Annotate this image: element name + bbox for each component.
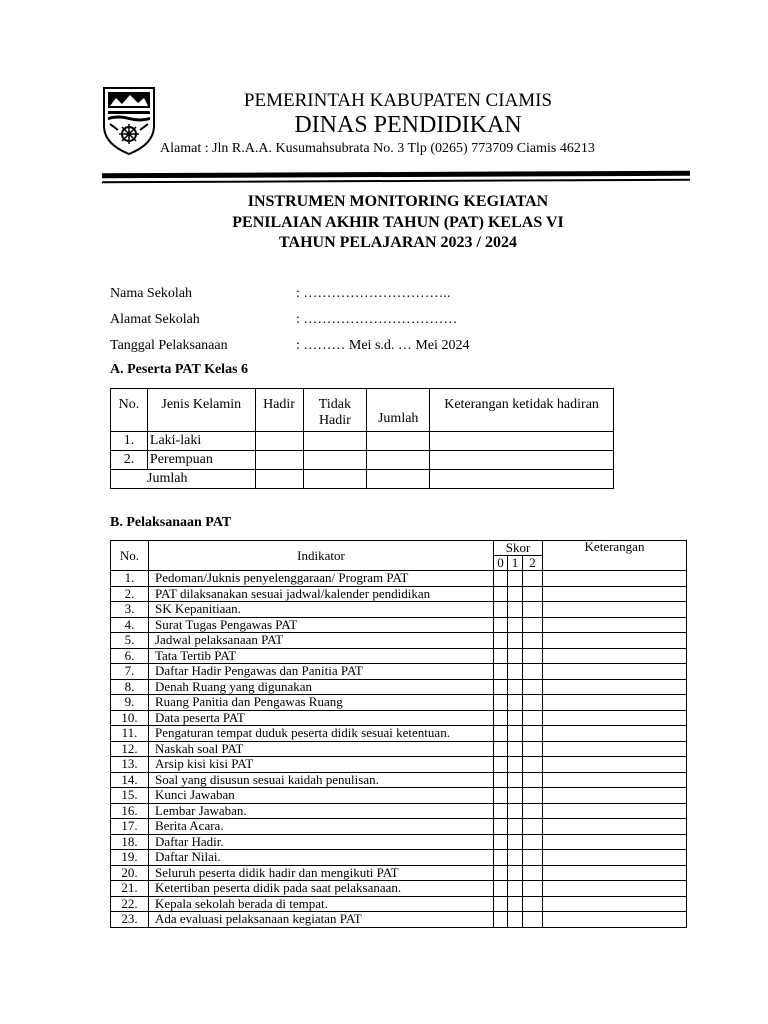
section-b-heading: B. Pelaksanaan PAT [110,515,232,530]
cell-skor-0[interactable] [494,803,508,819]
cell-skor-1[interactable] [508,710,523,726]
table-row [111,726,687,742]
cell-keterangan[interactable] [543,586,687,602]
cell-skor-1[interactable] [508,912,523,928]
cell-indikator: Soal yang disusun sesuai kaidah penulisan. [149,772,494,788]
table-row [111,912,687,928]
cell-tidak-hadir[interactable] [303,470,367,489]
table-row [111,881,687,897]
col-header-skor-1: 1 [508,556,523,571]
cell-skor-0[interactable] [494,726,508,742]
table-row [111,850,687,866]
cell-keterangan[interactable] [543,896,687,912]
cell-keterangan[interactable] [543,912,687,928]
info-value-nama-sekolah: : ………………………….. [296,286,451,301]
cell-no: 15. [111,788,149,804]
cell-skor-2[interactable] [523,788,543,804]
cell-skor-0[interactable] [494,819,508,835]
cell-skor-2[interactable] [523,819,543,835]
cell-indikator: Ada evaluasi pelaksanaan kegiatan PAT [149,912,494,928]
cell-skor-2[interactable] [523,772,543,788]
cell-no: 13. [111,757,149,773]
header-rule-thin [102,179,690,183]
table-row [111,571,687,587]
info-label-tanggal: Tanggal Pelaksanaan [110,338,228,353]
info-label-nama-sekolah: Nama Sekolah [110,286,193,301]
cell-jenis-kelamin: Laki-laki [147,432,255,451]
cell-skor-2[interactable] [523,803,543,819]
table-row [111,803,687,819]
cell-indikator: Pengaturan tempat duduk peserta didik sesuai ketentuan. [149,726,494,742]
cell-skor-0[interactable] [494,865,508,881]
cell-no: 1. [111,432,148,451]
cell-skor-0[interactable] [494,571,508,587]
cell-no: 22. [111,896,149,912]
table-row [111,865,687,881]
kop-address: Alamat : Jln R.A.A. Kusumahsubrata No. 3 Tlp (0265) 773709 Ciamis 46213 [160,141,595,156]
cell-keterangan[interactable] [543,819,687,835]
table-row [111,586,687,602]
cell-no: 8. [111,679,149,695]
table-row [111,664,687,680]
table-peserta [110,388,614,489]
cell-skor-0[interactable] [494,710,508,726]
doc-title-line2: PENILAIAN AKHIR TAHUN (PAT) KELAS VI [232,214,564,231]
table-row [111,834,687,850]
cell-skor-2[interactable] [523,710,543,726]
cell-indikator: Kepala sekolah berada di tempat. [149,896,494,912]
cell-skor-1[interactable] [508,633,523,649]
cell-keterangan[interactable] [543,834,687,850]
cell-skor-2[interactable] [523,896,543,912]
cell-indikator: Daftar Hadir. [149,834,494,850]
table-row [111,695,687,711]
cell-skor-2[interactable] [523,648,543,664]
cell-skor-0[interactable] [494,648,508,664]
info-label-alamat-sekolah: Alamat Sekolah [110,312,200,327]
cell-keterangan[interactable] [430,432,614,451]
table-row [111,648,687,664]
cell-skor-2[interactable] [523,617,543,633]
cell-keterangan[interactable] [543,757,687,773]
col-header-keterangan: Keterangan [543,541,687,571]
col-header-skor: Skor [494,541,543,556]
cell-no: 18. [111,834,149,850]
cell-no: 21. [111,881,149,897]
cell-skor-0[interactable] [494,850,508,866]
cell-skor-2[interactable] [523,881,543,897]
cell-indikator: Surat Tugas Pengawas PAT [149,617,494,633]
col-header-skor-2: 2 [523,556,543,571]
cell-tidak-hadir[interactable] [303,451,367,470]
cell-jumlah[interactable] [367,451,430,470]
cell-skor-0[interactable] [494,586,508,602]
cell-skor-1[interactable] [508,896,523,912]
table-row [111,432,614,451]
cell-skor-0[interactable] [494,757,508,773]
cell-keterangan[interactable] [543,679,687,695]
table-row [111,896,687,912]
cell-no: 20. [111,865,149,881]
cell-indikator: Ketertiban peserta didik pada saat pelaksanaan. [149,881,494,897]
table-row [111,741,687,757]
cell-indikator: Seluruh peserta didik hadir dan mengikuti PAT [149,865,494,881]
cell-indikator: Lembar Jawaban. [149,803,494,819]
cell-keterangan[interactable] [543,850,687,866]
cell-skor-2[interactable] [523,726,543,742]
info-value-tanggal: : ……… Mei s.d. … Mei 2024 [296,338,470,353]
cell-indikator: Jadwal pelaksanaan PAT [149,633,494,649]
cell-skor-2[interactable] [523,757,543,773]
cell-skor-0[interactable] [494,741,508,757]
cell-skor-0[interactable] [494,912,508,928]
table-row [111,757,687,773]
cell-keterangan[interactable] [430,470,614,489]
table-row [111,451,614,470]
table-pelaksanaan [110,540,687,928]
cell-skor-1[interactable] [508,757,523,773]
cell-skor-0[interactable] [494,881,508,897]
cell-skor-1[interactable] [508,788,523,804]
cell-skor-2[interactable] [523,633,543,649]
cell-skor-1[interactable] [508,602,523,618]
cell-jenis-kelamin: Perempuan [147,451,255,470]
cell-no: 19. [111,850,149,866]
cell-skor-1[interactable] [508,803,523,819]
kop-dinas: DINAS PENDIDIKAN [294,112,522,138]
cell-keterangan[interactable] [543,803,687,819]
cell-no: 14. [111,772,149,788]
cell-skor-1[interactable] [508,648,523,664]
cell-hadir[interactable] [255,451,303,470]
cell-indikator: Naskah soal PAT [149,741,494,757]
cell-total-label: Jumlah [111,470,256,489]
cell-no: 5. [111,633,149,649]
cell-indikator: Daftar Nilai. [149,850,494,866]
cell-keterangan[interactable] [543,741,687,757]
cell-skor-2[interactable] [523,695,543,711]
cell-skor-0[interactable] [494,788,508,804]
cell-no: 9. [111,695,149,711]
cell-keterangan[interactable] [543,571,687,587]
cell-indikator: Daftar Hadir Pengawas dan Panitia PAT [149,664,494,680]
table-row [111,633,687,649]
cell-skor-0[interactable] [494,664,508,680]
col-header-indikator: Indikator [149,541,494,571]
cell-jumlah[interactable] [367,470,430,489]
cell-skor-2[interactable] [523,679,543,695]
cell-tidak-hadir[interactable] [303,432,367,451]
cell-keterangan[interactable] [543,772,687,788]
cell-no: 3. [111,602,149,618]
cell-skor-2[interactable] [523,850,543,866]
col-header-no: No. [111,389,148,432]
cell-no: 23. [111,912,149,928]
cell-skor-0[interactable] [494,633,508,649]
cell-indikator: PAT dilaksanakan sesuai jadwal/kalender pendidikan [149,586,494,602]
cell-keterangan[interactable] [543,617,687,633]
cell-skor-2[interactable] [523,912,543,928]
cell-skor-1[interactable] [508,865,523,881]
cell-skor-1[interactable] [508,772,523,788]
cell-skor-2[interactable] [523,834,543,850]
col-header-jumlah: Jumlah [367,389,430,432]
header-rule-thick [102,171,690,179]
table-row [111,617,687,633]
col-header-jenis-kelamin: Jenis Kelamin [147,389,255,432]
cell-skor-1[interactable] [508,881,523,897]
table-row [111,772,687,788]
cell-skor-1[interactable] [508,850,523,866]
cell-skor-0[interactable] [494,772,508,788]
cell-skor-2[interactable] [523,602,543,618]
cell-skor-1[interactable] [508,664,523,680]
cell-skor-1[interactable] [508,617,523,633]
cell-jumlah[interactable] [367,432,430,451]
table-row [111,819,687,835]
table-row [111,602,687,618]
cell-no: 1. [111,571,149,587]
doc-title-line1: INSTRUMEN MONITORING KEGIATAN [247,193,549,210]
cell-no: 11. [111,726,149,742]
cell-skor-0[interactable] [494,695,508,711]
cell-skor-2[interactable] [523,741,543,757]
cell-indikator: SK Kepanitiaan. [149,602,494,618]
cell-no: 6. [111,648,149,664]
cell-skor-0[interactable] [494,602,508,618]
cell-keterangan[interactable] [543,881,687,897]
cell-hadir[interactable] [255,432,303,451]
cell-keterangan[interactable] [543,865,687,881]
cell-no: 16. [111,803,149,819]
cell-skor-2[interactable] [523,586,543,602]
cell-indikator: Denah Ruang yang digunakan [149,679,494,695]
cell-skor-1[interactable] [508,695,523,711]
cell-keterangan[interactable] [543,633,687,649]
cell-keterangan[interactable] [543,602,687,618]
doc-title-line3: TAHUN PELAJARAN 2023 / 2024 [279,234,517,251]
cell-no: 10. [111,710,149,726]
cell-keterangan[interactable] [543,664,687,680]
cell-keterangan[interactable] [543,726,687,742]
cell-indikator: Tata Tertib PAT [149,648,494,664]
cell-skor-0[interactable] [494,617,508,633]
cell-skor-1[interactable] [508,819,523,835]
cell-no: 7. [111,664,149,680]
cell-indikator: Berita Acara. [149,819,494,835]
col-header-tidak-hadir: Tidak Hadir [303,389,367,432]
cell-indikator: Data peserta PAT [149,710,494,726]
table-row [111,788,687,804]
cell-no: 12. [111,741,149,757]
cell-skor-1[interactable] [508,679,523,695]
cell-skor-1[interactable] [508,586,523,602]
cell-keterangan[interactable] [543,788,687,804]
cell-keterangan[interactable] [430,451,614,470]
cell-no: 2. [111,451,148,470]
table-row [111,679,687,695]
cell-keterangan[interactable] [543,710,687,726]
table-row-total [111,470,614,489]
cell-skor-1[interactable] [508,741,523,757]
cell-hadir[interactable] [255,470,303,489]
cell-keterangan[interactable] [543,695,687,711]
cell-keterangan[interactable] [543,648,687,664]
info-value-alamat-sekolah: : …………………………… [296,312,458,327]
cell-skor-0[interactable] [494,679,508,695]
cell-indikator: Arsip kisi kisi PAT [149,757,494,773]
section-a-heading: A. Peserta PAT Kelas 6 [110,362,249,377]
col-header-keterangan: Keterangan ketidak hadiran [430,389,614,432]
cell-no: 17. [111,819,149,835]
cell-no: 4. [111,617,149,633]
cell-skor-2[interactable] [523,865,543,881]
cell-no: 2. [111,586,149,602]
col-header-hadir: Hadir [255,389,303,432]
kop-pemerintah: PEMERINTAH KABUPATEN CIAMIS [243,90,553,111]
cell-skor-2[interactable] [523,664,543,680]
col-header-no: No. [111,541,149,571]
cell-indikator: Pedoman/Juknis penyelenggaraan/ Program PAT [149,571,494,587]
cell-skor-1[interactable] [508,726,523,742]
cell-skor-2[interactable] [523,571,543,587]
cell-skor-0[interactable] [494,834,508,850]
cell-indikator: Kunci Jawaban [149,788,494,804]
cell-skor-1[interactable] [508,571,523,587]
cell-skor-1[interactable] [508,834,523,850]
table-row [111,710,687,726]
cell-skor-0[interactable] [494,896,508,912]
col-header-skor-0: 0 [494,556,508,571]
cell-indikator: Ruang Panitia dan Pengawas Ruang [149,695,494,711]
